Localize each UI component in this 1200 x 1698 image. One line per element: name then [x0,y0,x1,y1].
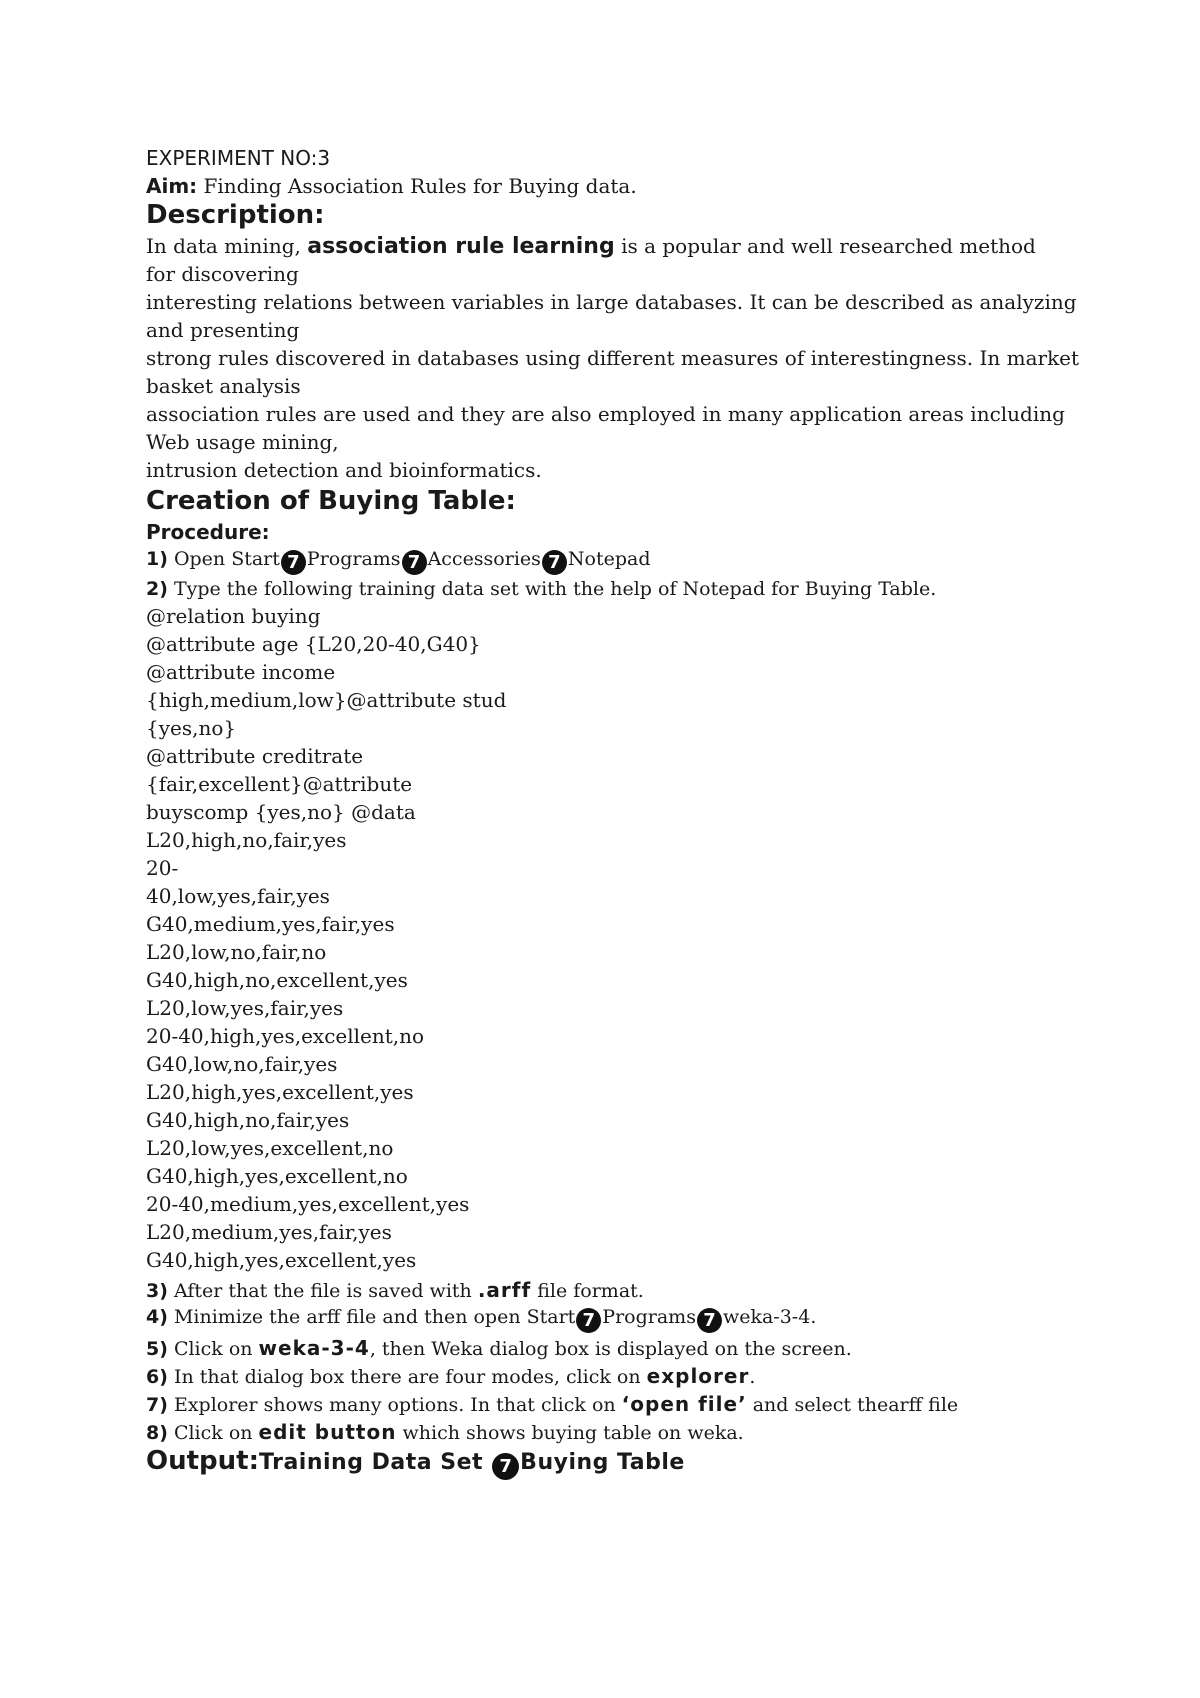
aim-label: Aim: [146,174,198,198]
output-label: Output: [146,1446,259,1476]
step-text: Programs [602,1306,696,1328]
arff-line: G40,low,no,fair,yes [146,1052,338,1076]
creation-heading: Creation of Buying Table: [146,486,516,516]
circled-seven-icon: 7 [281,550,306,575]
step-text: Minimize the arff file and then open Start [167,1306,576,1328]
step-text: . [749,1366,756,1388]
arff-line: 20-40,high,yes,excellent,no [146,1024,425,1048]
step-number: 6) [146,1366,168,1388]
arff-line: @attribute income [146,660,336,684]
aim-text: Finding Association Rules for Buying data. [197,174,637,198]
description-heading: Description: [146,200,325,230]
step-number: 5) [146,1338,168,1360]
arff-line: L20,high,no,fair,yes [146,828,347,852]
circled-seven-icon: 7 [402,550,427,575]
step-text: Programs [306,548,401,570]
step-2 [146,580,936,599]
step-number: 4) [146,1306,168,1328]
step-number: 7) [146,1394,168,1416]
step-text: which shows buying table on weka. [396,1422,744,1444]
open-file-keyword: ‘open file’ [621,1392,747,1416]
step-number: 8) [146,1422,168,1444]
step-text: After that the file is saved with [167,1280,478,1302]
step-number: 1) [146,548,168,570]
step-text: weka-3-4. [722,1306,817,1328]
step-6 [146,1366,755,1387]
arff-line: G40,high,no,fair,yes [146,1108,350,1132]
step-number: 3) [146,1280,168,1302]
step-text: Click on [167,1338,259,1360]
description-line: and presenting [146,318,300,342]
arff-line: G40,high,yes,excellent,yes [146,1248,417,1272]
output-text: Buying Table [520,1450,685,1475]
arff-line: G40,high,yes,excellent,no [146,1164,408,1188]
experiment-title: EXPERIMENT NO:3 [146,146,331,170]
edit-button-keyword: edit button [258,1420,397,1444]
step-text: file format. [531,1280,644,1302]
arff-line: @attribute age {L20,20-40,G40} [146,632,481,656]
step-4 [146,1308,816,1333]
association-rule-term: association rule learning [307,234,615,259]
explorer-keyword: explorer [646,1364,750,1388]
step-text: In that dialog box there are four modes, click on [167,1366,647,1388]
step-text: , then Weka dialog box is displayed on the screen. [369,1338,852,1360]
arff-line: 40,low,yes,fair,yes [146,884,330,908]
description-line: strong rules discovered in databases using different measures of interestingness. In market [146,346,1080,370]
arff-line: L20,high,yes,excellent,yes [146,1080,414,1104]
arff-line: @attribute creditrate [146,744,364,768]
arff-line: L20,medium,yes,fair,yes [146,1220,392,1244]
arff-line: {yes,no} [146,716,237,740]
output-text: Training Data Set [259,1450,492,1475]
step-number: 2) [146,578,168,600]
description-line: association rules are used and they are also employed in many application areas including [146,402,1065,426]
circled-seven-icon: 7 [542,550,567,575]
circled-seven-icon: 7 [492,1453,519,1480]
description-text: is a popular and well researched method [614,234,1036,258]
arff-line: L20,low,yes,excellent,no [146,1136,394,1160]
step-text: Accessories [427,548,541,570]
description-line: Web usage mining, [146,430,339,454]
description-line: basket analysis [146,374,301,398]
description-line: interesting relations between variables in large databases. It can be described as analyzing [146,290,1077,314]
arff-line: {fair,excellent}@attribute [146,772,413,796]
description-line [146,236,1036,258]
procedure-heading: Procedure: [146,520,270,544]
arff-line: G40,high,no,excellent,yes [146,968,408,992]
step-5 [146,1338,852,1359]
description-line: for discovering [146,262,299,286]
circled-seven-icon: 7 [697,1308,722,1333]
arff-line: {high,medium,low}@attribute stud [146,688,507,712]
arff-line: 20-40,medium,yes,excellent,yes [146,1192,470,1216]
step-text: Type the following training data set with the help of Notepad for Buying Table. [167,578,937,600]
aim-line [146,176,637,197]
arff-line: 20- [146,856,179,880]
step-text: Click on [167,1422,259,1444]
weka-keyword: weka-3-4 [258,1336,370,1360]
description-line: intrusion detection and bioinformatics. [146,458,542,482]
step-8 [146,1422,744,1443]
step-3 [146,1280,644,1301]
step-text: and select thearff file [746,1394,959,1416]
arff-keyword: .arff [477,1278,532,1302]
arff-line: buyscomp {yes,no} @data [146,800,416,824]
step-7 [146,1394,958,1415]
output-line [146,1448,685,1480]
step-text: Open Start [167,548,280,570]
step-text: Explorer shows many options. In that click on [167,1394,622,1416]
arff-line: @relation buying [146,604,321,628]
arff-line: L20,low,yes,fair,yes [146,996,344,1020]
description-text: In data mining, [146,234,308,258]
step-text: Notepad [567,548,651,570]
circled-seven-icon: 7 [576,1308,601,1333]
step-1 [146,550,651,575]
arff-line: L20,low,no,fair,no [146,940,327,964]
arff-line: G40,medium,yes,fair,yes [146,912,395,936]
